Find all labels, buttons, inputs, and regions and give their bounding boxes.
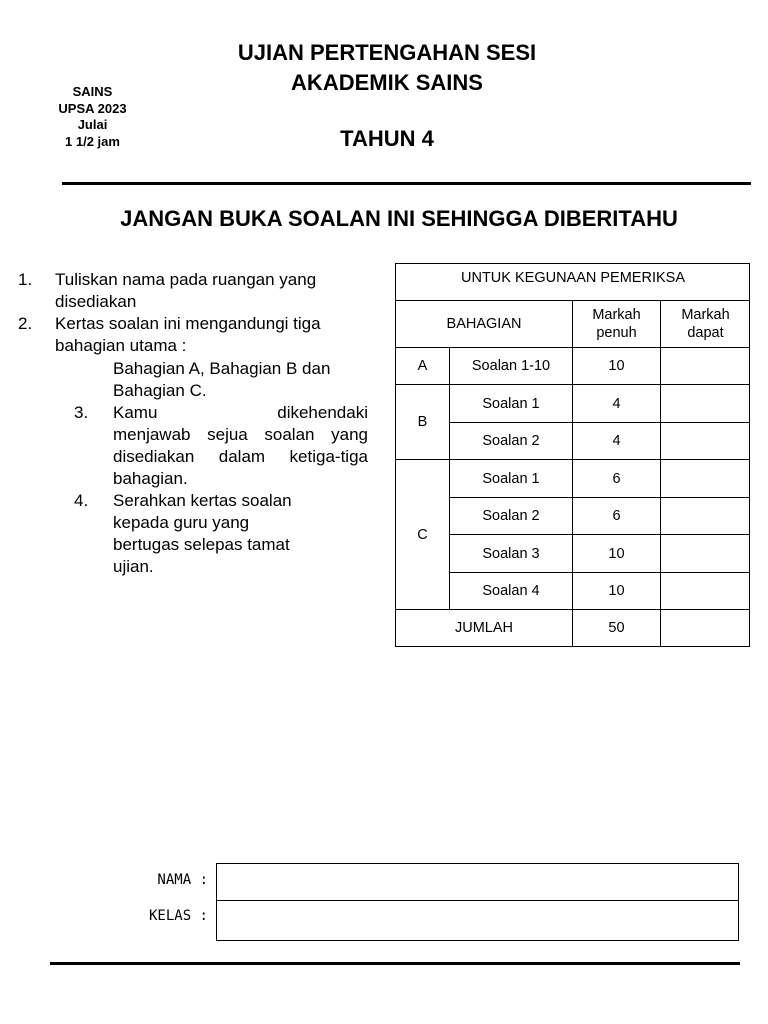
table-caption: UNTUK KEGUNAAN PEMERIKSA xyxy=(461,269,685,286)
marks-obtained-cell[interactable] xyxy=(661,385,749,422)
year-label: TAHUN 4 xyxy=(340,126,434,151)
header-marks-obtained xyxy=(661,301,750,347)
question-cell: Soalan 3 xyxy=(482,545,540,562)
header-full-marks-line-2: penuh xyxy=(596,325,637,341)
marks-obtained-cell[interactable] xyxy=(661,498,749,534)
name-label: NAMA : xyxy=(157,872,208,888)
instruction-2-line-3: Bahagian A, Bahagian B dan xyxy=(113,359,331,378)
section-c-label: C xyxy=(417,526,428,543)
instruction-2-line-4: Bahagian C. xyxy=(113,381,207,400)
instruction-number-1: 1. xyxy=(18,270,33,289)
full-marks-cell: 4 xyxy=(612,395,621,412)
instruction-4-line-3: bertugas selepas tamat xyxy=(113,535,290,554)
total-marks-obtained[interactable] xyxy=(661,610,749,646)
instruction-number-4: 4. xyxy=(74,491,89,510)
question-cell: Soalan 2 xyxy=(482,433,540,449)
full-marks-cell: 10 xyxy=(608,583,625,599)
header-section: BAHAGIAN xyxy=(446,316,522,332)
header-marks-obtained-line-2: dapat xyxy=(687,325,724,341)
top-divider xyxy=(62,182,751,185)
full-marks-cell: 4 xyxy=(612,433,621,449)
warning-banner: JANGAN BUKA SOALAN INI SEHINGGA DIBERITAHU xyxy=(120,206,678,231)
exam-title-line-2: AKADEMIK SAINS xyxy=(291,70,483,95)
exam-code: UPSA 2023 xyxy=(58,100,127,116)
instruction-2-line-2: bahagian utama : xyxy=(55,336,187,355)
question-cell: Soalan 1 xyxy=(482,470,540,487)
exam-duration: 1 1/2 jam xyxy=(65,133,120,149)
marks-obtained-cell[interactable] xyxy=(661,348,749,384)
instruction-4-line-1: Serahkan kertas soalan xyxy=(113,491,292,510)
instruction-3-line-3: disediakan dalam ketiga-tiga xyxy=(113,447,368,466)
instruction-1-line-2: disediakan xyxy=(55,292,137,311)
total-full-marks: 50 xyxy=(608,620,625,636)
total-label: JUMLAH xyxy=(454,620,513,636)
instruction-1-line-1: Tuliskan nama pada ruangan yang xyxy=(55,270,317,289)
full-marks-cell: 10 xyxy=(608,545,625,562)
section-a-label: A xyxy=(417,358,428,374)
question-cell: Soalan 1-10 xyxy=(471,358,551,374)
instruction-number-3: 3. xyxy=(74,403,89,422)
exam-month: Julai xyxy=(77,117,108,132)
full-marks-cell: 6 xyxy=(612,508,621,524)
full-marks-cell: 10 xyxy=(608,358,625,374)
marks-obtained-cell[interactable] xyxy=(661,573,749,609)
header-full-marks xyxy=(573,301,660,347)
question-cell: Soalan 1 xyxy=(482,395,540,412)
instruction-4-line-2: kepada guru yang xyxy=(113,513,250,532)
instruction-2-line-1: Kertas soalan ini mengandungi tiga xyxy=(55,314,321,333)
full-marks-cell: 6 xyxy=(612,470,621,487)
header-full-marks-line-1: Markah xyxy=(592,307,641,323)
marks-obtained-cell[interactable] xyxy=(661,535,749,572)
instruction-3-line-2: menjawab sejua soalan yang xyxy=(113,425,368,444)
instruction-3-line-1b: dikehendaki xyxy=(277,403,368,422)
question-cell: Soalan 2 xyxy=(482,508,540,524)
header-marks-obtained-line-1: Markah xyxy=(681,307,730,323)
class-label: KELAS : xyxy=(148,908,208,924)
question-cell: Soalan 4 xyxy=(482,583,540,599)
class-field[interactable] xyxy=(216,900,739,941)
marks-obtained-cell[interactable] xyxy=(661,423,749,459)
marks-obtained-cell[interactable] xyxy=(661,460,749,497)
subject-label: SAINS xyxy=(72,84,113,99)
instruction-3-line-1a: Kamu xyxy=(113,403,158,422)
instruction-3-line-4: bahagian. xyxy=(113,469,188,488)
instruction-number-2: 2. xyxy=(18,314,33,333)
exam-title-line-1: UJIAN PERTENGAHAN SESI xyxy=(237,40,537,65)
section-b-label: B xyxy=(417,414,428,430)
instruction-4-line-4: ujian. xyxy=(113,557,154,576)
name-field[interactable] xyxy=(216,863,739,902)
bottom-divider xyxy=(50,962,740,965)
exam-meta xyxy=(40,84,145,150)
